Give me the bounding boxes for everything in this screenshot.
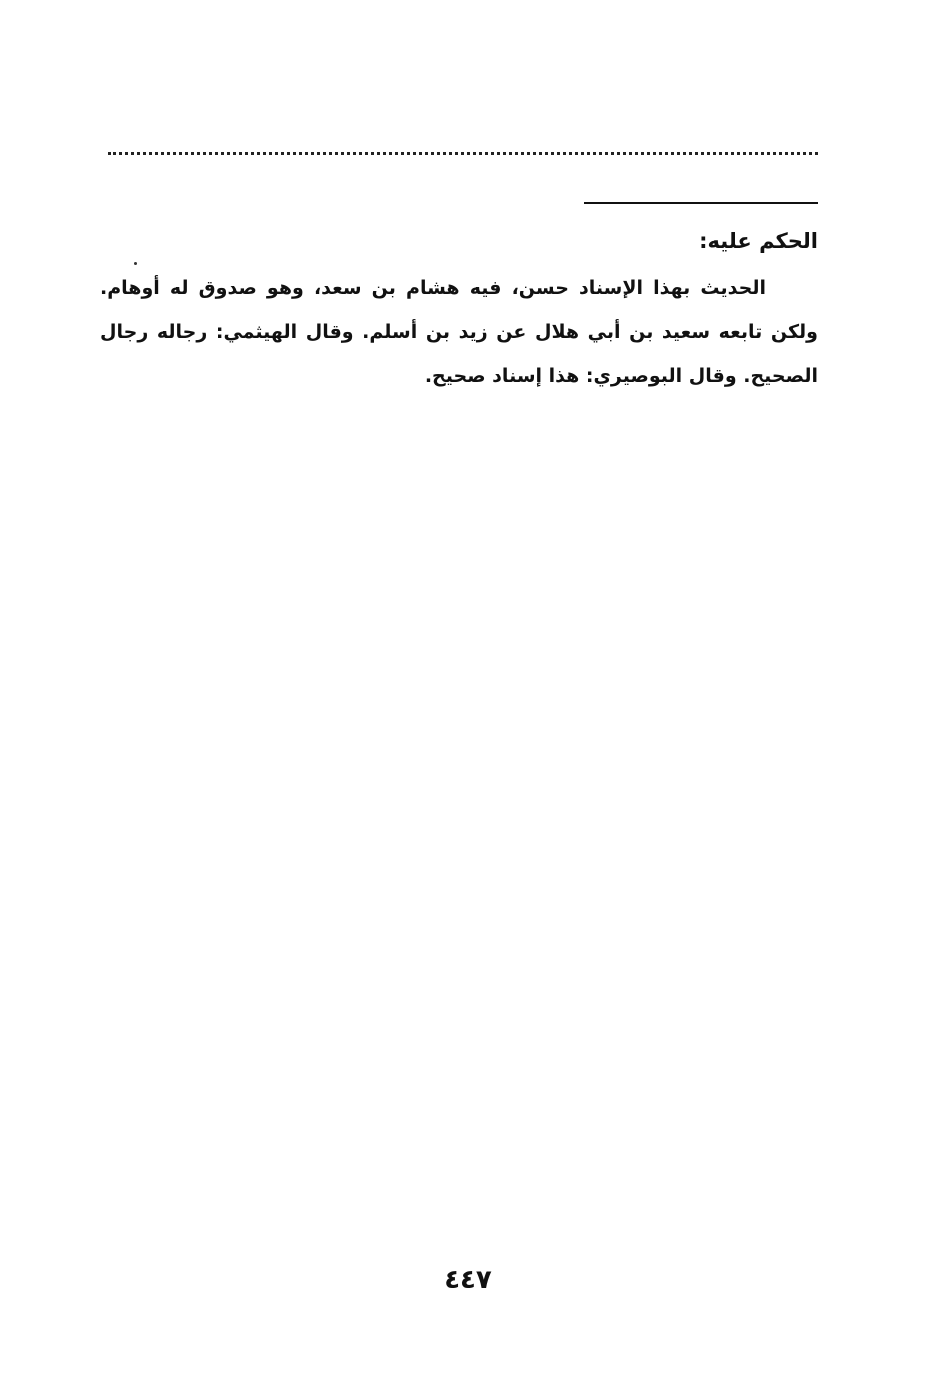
page-number: ٤٤٧: [444, 1265, 492, 1295]
scan-speck: [134, 262, 137, 265]
section-paragraph: الحديث بهذا الإسناد حسن، فيه هشام بن سعد، وهو صدوق له أوهام. ولكن تابعه سعيد بن أبي هلال عن زيد بن أسلم. وقال الهيثمي: رجاله رجال الصحيح. وقال البوصيري: هذا إسناد صحيح.: [100, 277, 818, 387]
dotted-separator: [108, 152, 818, 155]
footnote-separator-line: [584, 202, 818, 204]
section-heading: الحكم عليه:: [699, 229, 818, 253]
